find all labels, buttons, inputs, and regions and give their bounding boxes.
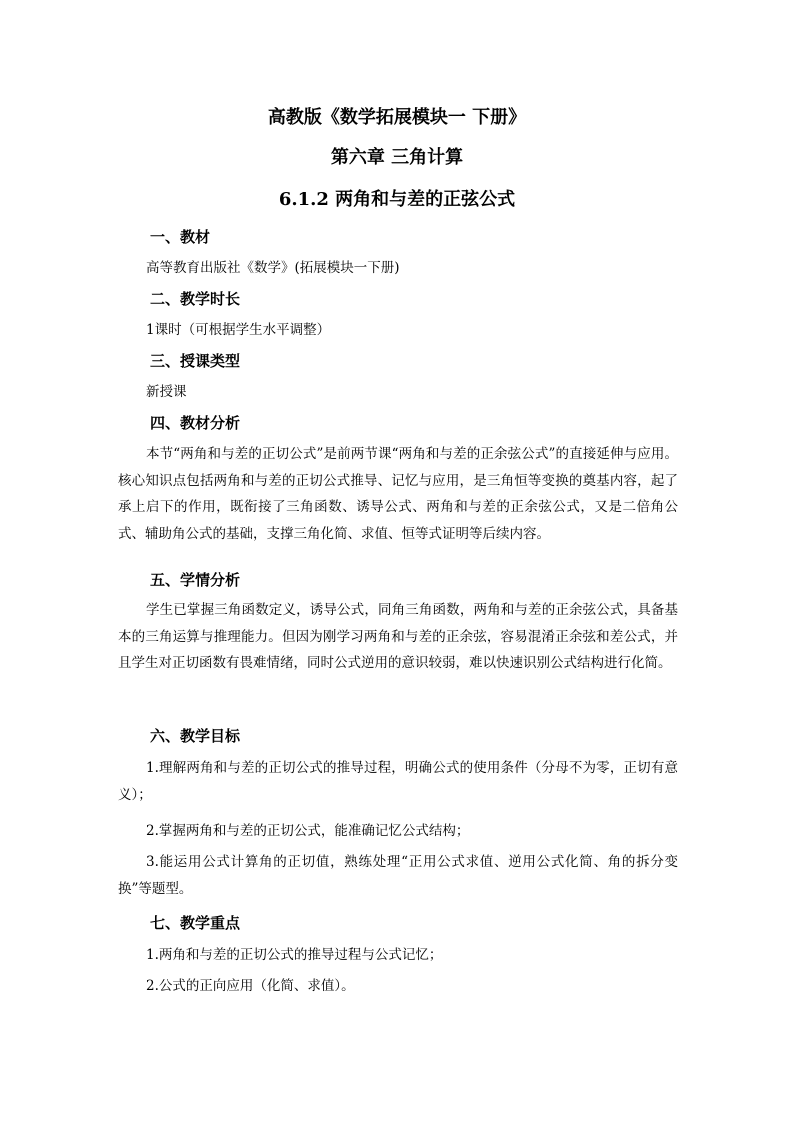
key-point-item: 2.公式的正向应用（化简、求值）。: [146, 978, 355, 994]
textbook-analysis-text: 本节“两角和与差的正切公式”是前两节课“两角和与差的正余弦公式”的直接延伸与应用。核心知识点包括两角和与差的正切公式推导、记忆与应用，是三角恒等变换的奠基内容，起了承上启下的作用，既衔接了三角函数、诱导公式、两角和与差的正余弦公式，又是二倍角公式、辅助角公式的基础，支撑三角化简、求值、恒等式证明等后续内容。: [118, 446, 678, 542]
lesson-type-text: 新授课: [146, 384, 187, 400]
duration-text: 1课时（可根据学生水平调整）: [146, 322, 331, 338]
objective-item: 1.理解两角和与差的正切公式的推导过程，明确公式的使用条件（分母不为零，正切有意义）；: [118, 760, 678, 803]
materials-text: 高等教育出版社《数学》(拓展模块一下册): [146, 260, 400, 276]
student-analysis-text: 学生已掌握三角函数定义，诱导公式，同角三角函数，两角和与差的正余弦公式，具备基本的三角运算与推理能力。但因为刚学习两角和与差的正余弦，容易混淆正余弦和差公式，并且学生对正切函数有畏难情绪，同时公式逆用的意识较弱，难以快速识别公式结构进行化简。: [118, 602, 678, 671]
heading-student-analysis: 五、学情分析: [150, 571, 241, 589]
book-title: 高教版《数学拓展模块一 下册》: [267, 107, 527, 128]
chapter-title: 第六章 三角计算: [330, 147, 464, 168]
heading-duration: 二、教学时长: [150, 290, 241, 308]
heading-objectives: 六、教学目标: [150, 727, 241, 745]
section-title: 6.1.2 两角和与差的正弦公式: [278, 189, 516, 210]
heading-materials: 一、教材: [150, 228, 211, 246]
heading-textbook-analysis: 四、教材分析: [150, 414, 241, 432]
key-point-item: 1.两角和与差的正切公式的推导过程与公式记忆；: [146, 947, 443, 963]
heading-lesson-type: 三、授课类型: [150, 352, 241, 370]
heading-key-points: 七、教学重点: [150, 914, 241, 932]
objective-item: 3.能运用公式计算角的正切值，熟练处理“正用公式求值、逆用公式化简、角的拆分变换”等题型。: [118, 854, 678, 897]
objective-item: 2.掌握两角和与差的正切公式，能准确记忆公式结构；: [146, 823, 470, 839]
